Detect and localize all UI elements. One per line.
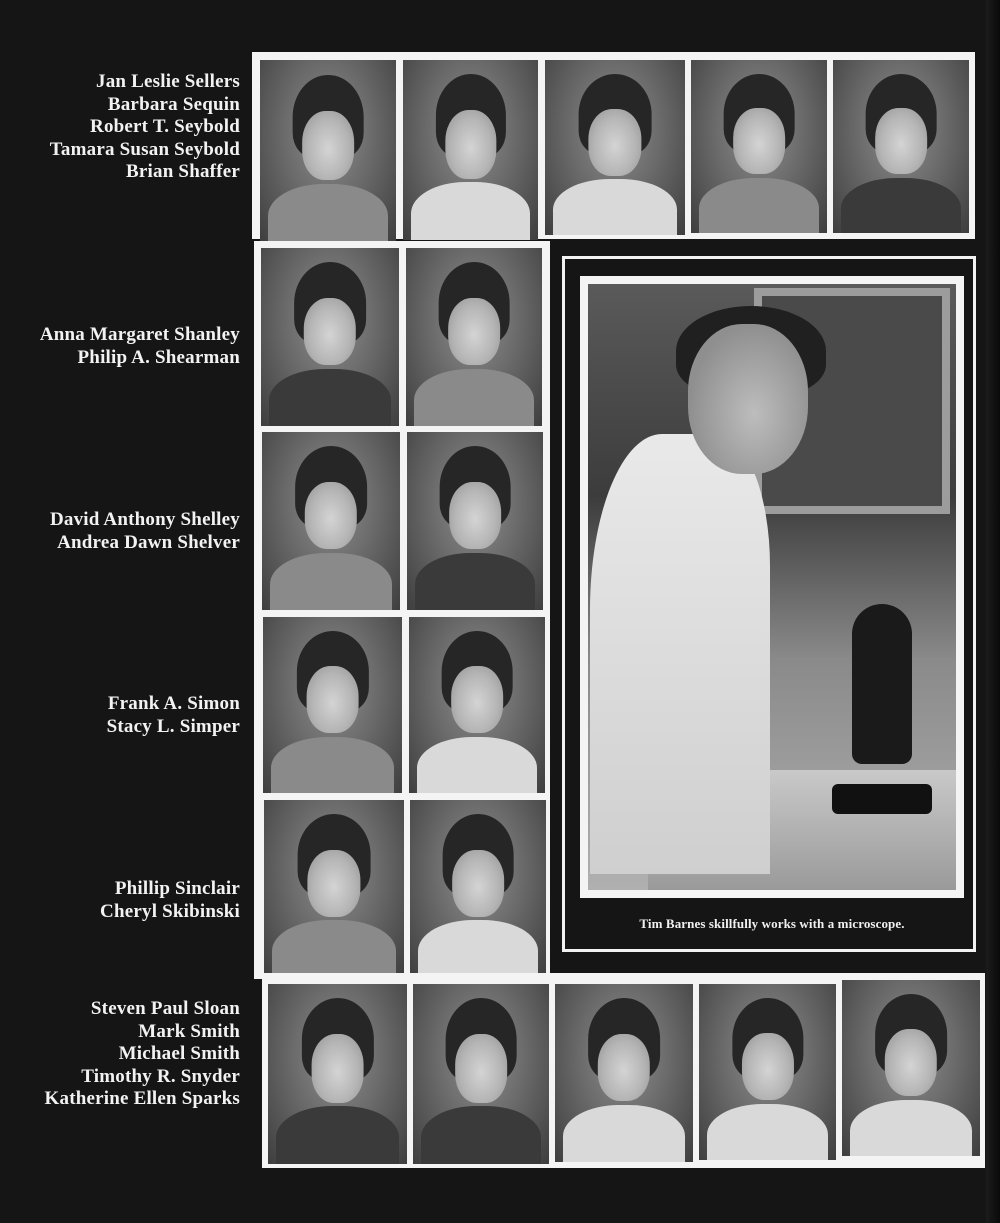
name-list-row-2 [0,324,240,369]
feature-caption: Tim Barnes skillfully works with a microscope. [639,916,905,931]
student-portrait [264,800,404,977]
student-name: Frank A. Simon [107,693,240,714]
name-list-row-1 [0,71,240,184]
student-portrait [833,60,969,233]
student-portrait [691,60,827,233]
student-portrait [413,984,549,1164]
student-name: Jan Leslie Sellers [96,71,240,92]
student-portrait [407,432,543,610]
microscope-icon [822,584,932,814]
student-portrait [406,248,542,426]
student-portrait [842,980,980,1156]
student-name: Michael Smith [118,1043,240,1064]
name-list-row-6 [0,998,240,1111]
student-portrait [262,432,400,610]
student-portrait [699,984,836,1160]
name-list-row-3 [0,509,240,554]
student-portrait [409,617,545,793]
student-portrait [410,800,546,977]
student-name: Steven Paul Sloan [90,998,240,1019]
face [688,324,808,474]
student-name: Robert T. Seybold [90,116,240,137]
student-portrait [555,984,693,1162]
student-portrait [268,984,407,1164]
student-name: Katherine Ellen Sparks [44,1088,240,1109]
student-name: David Anthony Shelley [49,509,240,530]
student-portrait [403,60,538,240]
page-edge [986,0,1000,1223]
student-portrait [263,617,402,793]
student-portrait [545,60,685,235]
feature-photo [580,276,964,898]
student-name: Andrea Dawn Shelver [57,531,240,553]
student-name: Cheryl Skibinski [100,900,240,922]
name-list-row-4 [0,693,240,738]
student-portrait [260,60,396,242]
student-name: Mark Smith [138,1020,240,1042]
student-name: Timothy R. Snyder [81,1065,240,1087]
student-name: Phillip Sinclair [114,878,240,899]
lab-coat [590,434,770,874]
name-list-row-5 [0,878,240,923]
student-name: Philip A. Shearman [77,346,240,368]
student-name: Tamara Susan Seybold [49,138,240,160]
student-name: Barbara Sequin [107,93,240,115]
student-name: Stacy L. Simper [106,715,240,737]
student-portrait [261,248,399,426]
student-name: Brian Shaffer [126,161,240,182]
student-name: Anna Margaret Shanley [39,324,240,345]
